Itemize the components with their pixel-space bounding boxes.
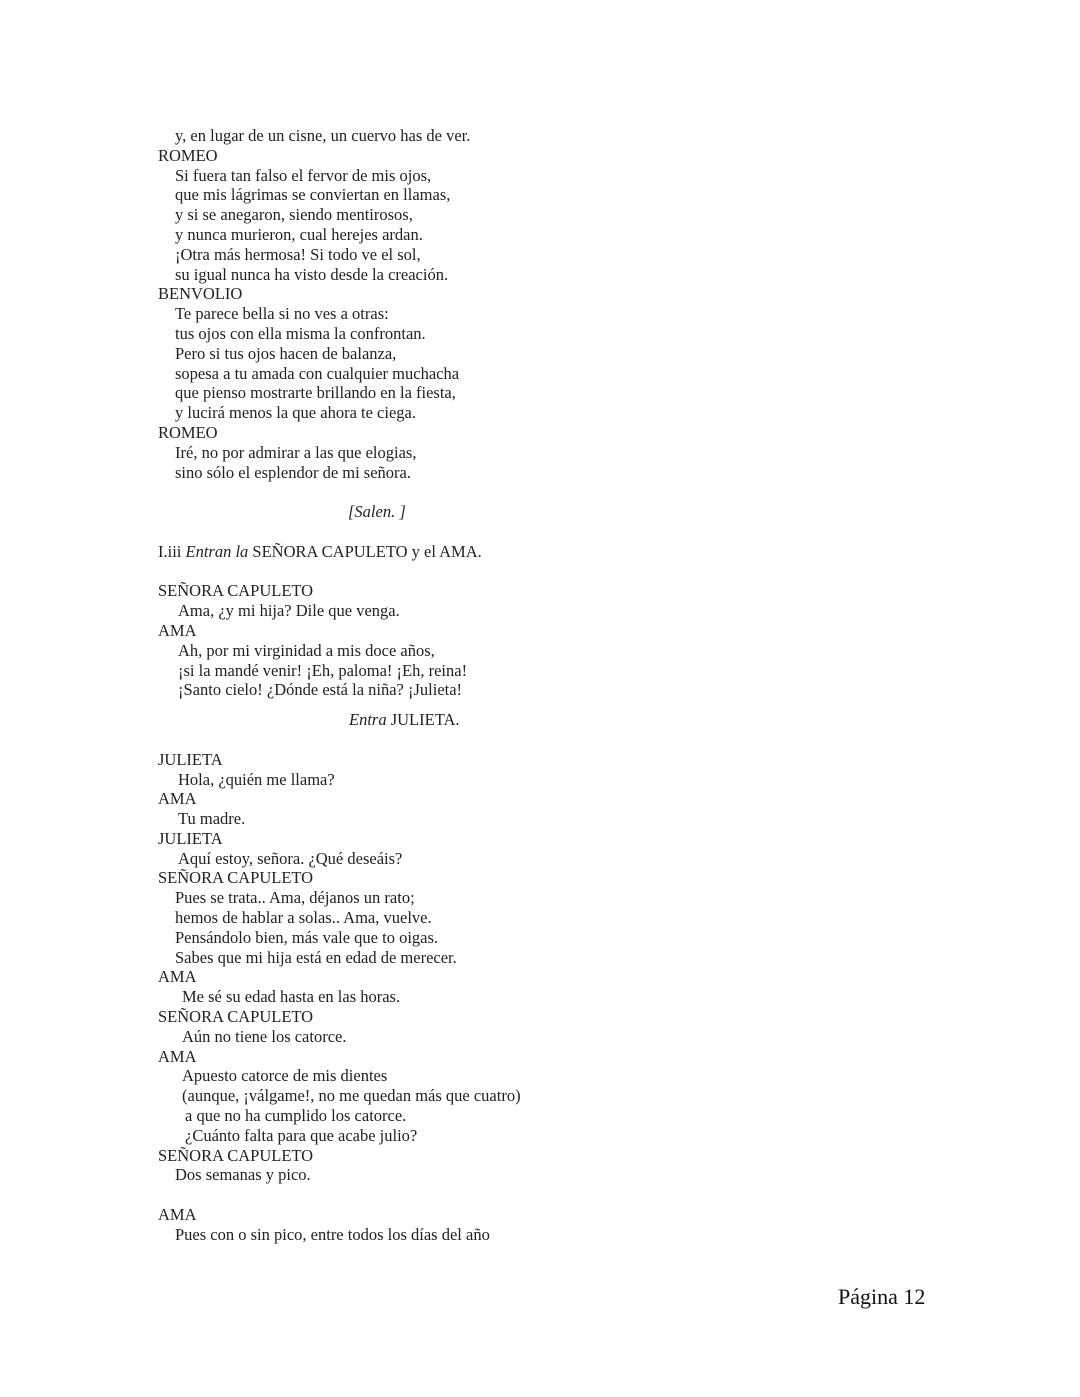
verse-line: sopesa a tu amada con cualquier muchacha [175,363,460,383]
verse-line: ¡Santo cielo! ¿Dónde está la niña? ¡Julieta! [178,680,463,700]
scene-heading [158,542,858,562]
verse-line: Aquí estoy, señora. ¿Qué deseáis? [178,848,403,868]
verse-line: que pienso mostrarte brillando en la fiesta, [175,383,456,403]
speaker-name: ROMEO [158,422,218,442]
verse-line: tus ojos con ella misma la confrontan. [175,323,426,343]
speaker-name: BENVOLIO [158,284,243,304]
verse-line: ¿Cuánto falta para que acabe julio? [185,1125,418,1145]
verse-line: y, en lugar de un cisne, un cuervo has de ver. [175,126,471,145]
verse-line: Te parece bella si no ves a otras: [175,304,389,324]
scene-heading-rest: SEÑORA CAPULETO y el AMA. [248,541,482,561]
verse-line: hemos de hablar a solas.. Ama, vuelve. [175,908,432,928]
verse-line: Aún no tiene los catorce. [182,1026,347,1046]
verse-line: Ama, ¿y mi hija? Dile que venga. [178,601,400,621]
speaker-name: SEÑORA CAPULETO [158,1007,314,1027]
verse-line: su igual nunca ha visto desde la creación. [175,264,449,284]
verse-line: y si se anegaron, siendo mentirosos, [175,205,413,225]
speaker-name: JULIETA [158,749,223,769]
play-text [158,126,858,1245]
verse-line: Pero si tus ojos hacen de balanza, [175,343,397,363]
verse-line: y lucirá menos la que ahora te ciega. [175,403,416,423]
speaker-name: AMA [158,1046,197,1066]
verse-line: Pensándolo bien, más vale que to oigas. [175,927,439,947]
scene-heading-italic: Entran la [185,541,249,561]
speaker-name: SEÑORA CAPULETO [158,581,314,601]
speaker-name: AMA [158,789,197,809]
speaker-name: JULIETA [158,828,223,848]
verse-line: Dos semanas y pico. [175,1165,311,1185]
page-number: Página 12 [838,1284,926,1309]
verse-line: y nunca murieron, cual herejes ardan. [175,224,423,244]
verse-line: Tu madre. [178,809,246,829]
speaker-name: ROMEO [158,145,218,165]
verse-line: Iré, no por admirar a las que elogias, [175,442,417,462]
stage-direction [158,502,858,522]
verse-line: Si fuera tan falso el fervor de mis ojos, [175,165,432,185]
stage-direction-rest: JULIETA. [386,710,460,730]
verse-line: (aunque, ¡válgame!, no me quedan más que cuatro) [182,1086,521,1106]
stage-direction-italic: Entra [349,710,387,730]
verse-line: Apuesto catorce de mis dientes [182,1066,388,1086]
verse-line: ¡Otra más hermosa! Si todo ve el sol, [175,244,421,264]
speaker-name: SEÑORA CAPULETO [158,868,314,888]
speaker-name: SEÑORA CAPULETO [158,1145,314,1165]
speaker-name: AMA [158,620,197,640]
stage-direction [158,710,858,730]
verse-line: Ah, por mi virginidad a mis doce años, [178,640,435,660]
verse-line: Pues se trata.. Ama, déjanos un rato; [175,888,415,908]
scene-number: I.iii [158,541,186,561]
verse-line: Sabes que mi hija está en edad de merecer. [175,947,457,967]
verse-line: Me sé su edad hasta en las horas. [182,987,401,1007]
verse-line: que mis lágrimas se conviertan en llamas, [175,185,451,205]
verse-line: ¡si la mandé venir! ¡Eh, paloma! ¡Eh, reina! [178,660,468,680]
verse-line: sino sólo el esplendor de mi señora. [175,462,411,482]
verse-line: Hola, ¿quién me llama? [178,769,335,789]
verse-line: Pues con o sin pico, entre todos los días del año [175,1224,490,1244]
speaker-name: AMA [158,967,197,987]
stage-direction-text: [Salen. ] [348,502,406,522]
verse-line: a que no ha cumplido los catorce. [185,1106,407,1126]
speaker-name: AMA [158,1205,197,1225]
